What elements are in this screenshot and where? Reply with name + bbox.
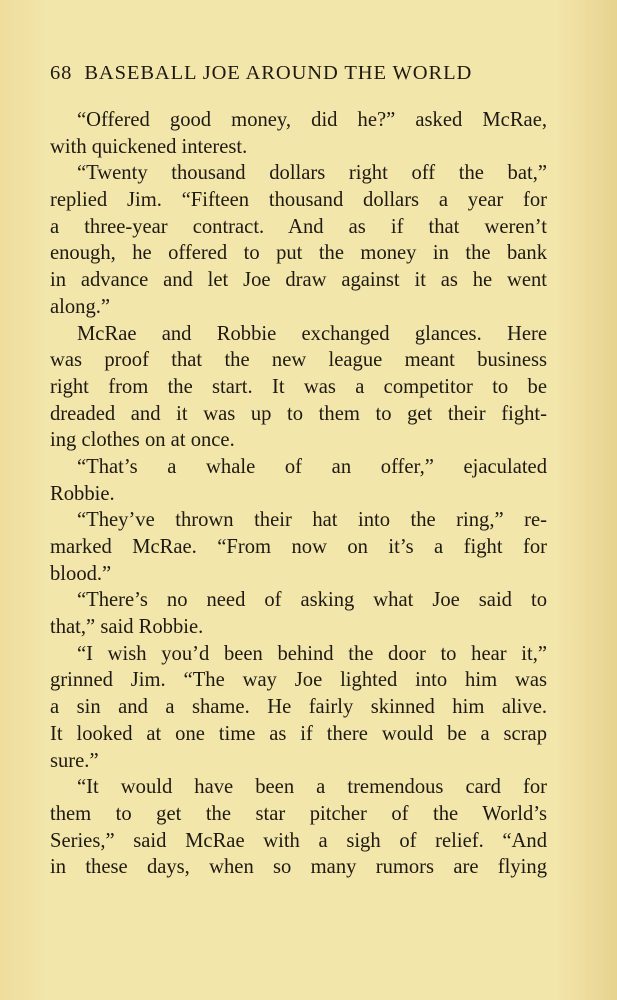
text-line: dreaded and it was up to them to get their fight- [50, 402, 547, 425]
text-line: enough, he offered to put the money in the bank [50, 242, 547, 265]
text-line: right from the start. It was a competitor to be [50, 375, 547, 398]
text-line: marked McRae. “From now on it’s a fight for [50, 536, 547, 558]
text-line: “Offered good money, did he?” asked McRae, [77, 109, 547, 131]
text-line: sure.” [50, 749, 99, 772]
running-head [50, 62, 530, 85]
text-line: blood.” [50, 562, 112, 585]
text-line: was proof that the new league meant business [50, 349, 547, 372]
text-line: in advance and let Joe draw against it as he went [50, 269, 547, 292]
text-line: It looked at one time as if there would be a scrap [50, 722, 547, 745]
text-line: Robbie. [50, 482, 115, 505]
text-line: “It would have been a tremendous card for [77, 776, 547, 799]
text-line: a sin and a shame. He fairly skinned him alive. [50, 696, 547, 719]
text-line: with quickened interest. [50, 135, 248, 158]
text-line: a three-year contract. And as if that weren’t [50, 215, 547, 238]
text-line: grinned Jim. “The way Joe lighted into him was [50, 669, 547, 692]
text-line: in these days, when so many rumors are flying [50, 856, 547, 879]
text-line: “Twenty thousand dollars right off the bat,” [77, 162, 547, 185]
text-line: McRae and Robbie exchanged glances. Here [77, 322, 547, 345]
text-line: them to get the star pitcher of the World’s [50, 802, 547, 825]
text-line: “That’s a whale of an offer,” ejaculated [77, 455, 547, 478]
text-line: “I wish you’d been behind the door to hear it,” [77, 642, 547, 665]
text-line: “There’s no need of asking what Joe said to [77, 589, 547, 612]
running-title: BASEBALL JOE AROUND THE WORLD [84, 62, 473, 84]
text-line: along.” [50, 295, 111, 318]
text-line: that,” said Robbie. [50, 616, 204, 639]
text-line: “They’ve thrown their hat into the ring,” re- [77, 509, 547, 532]
text-line: replied Jim. “Fifteen thousand dollars a year for [50, 189, 547, 212]
page-number: 68 [50, 62, 73, 84]
text-line: Series,” said McRae with a sigh of relief. “And [50, 829, 547, 852]
text-line: ing clothes on at once. [50, 429, 235, 452]
body-text [50, 107, 547, 881]
